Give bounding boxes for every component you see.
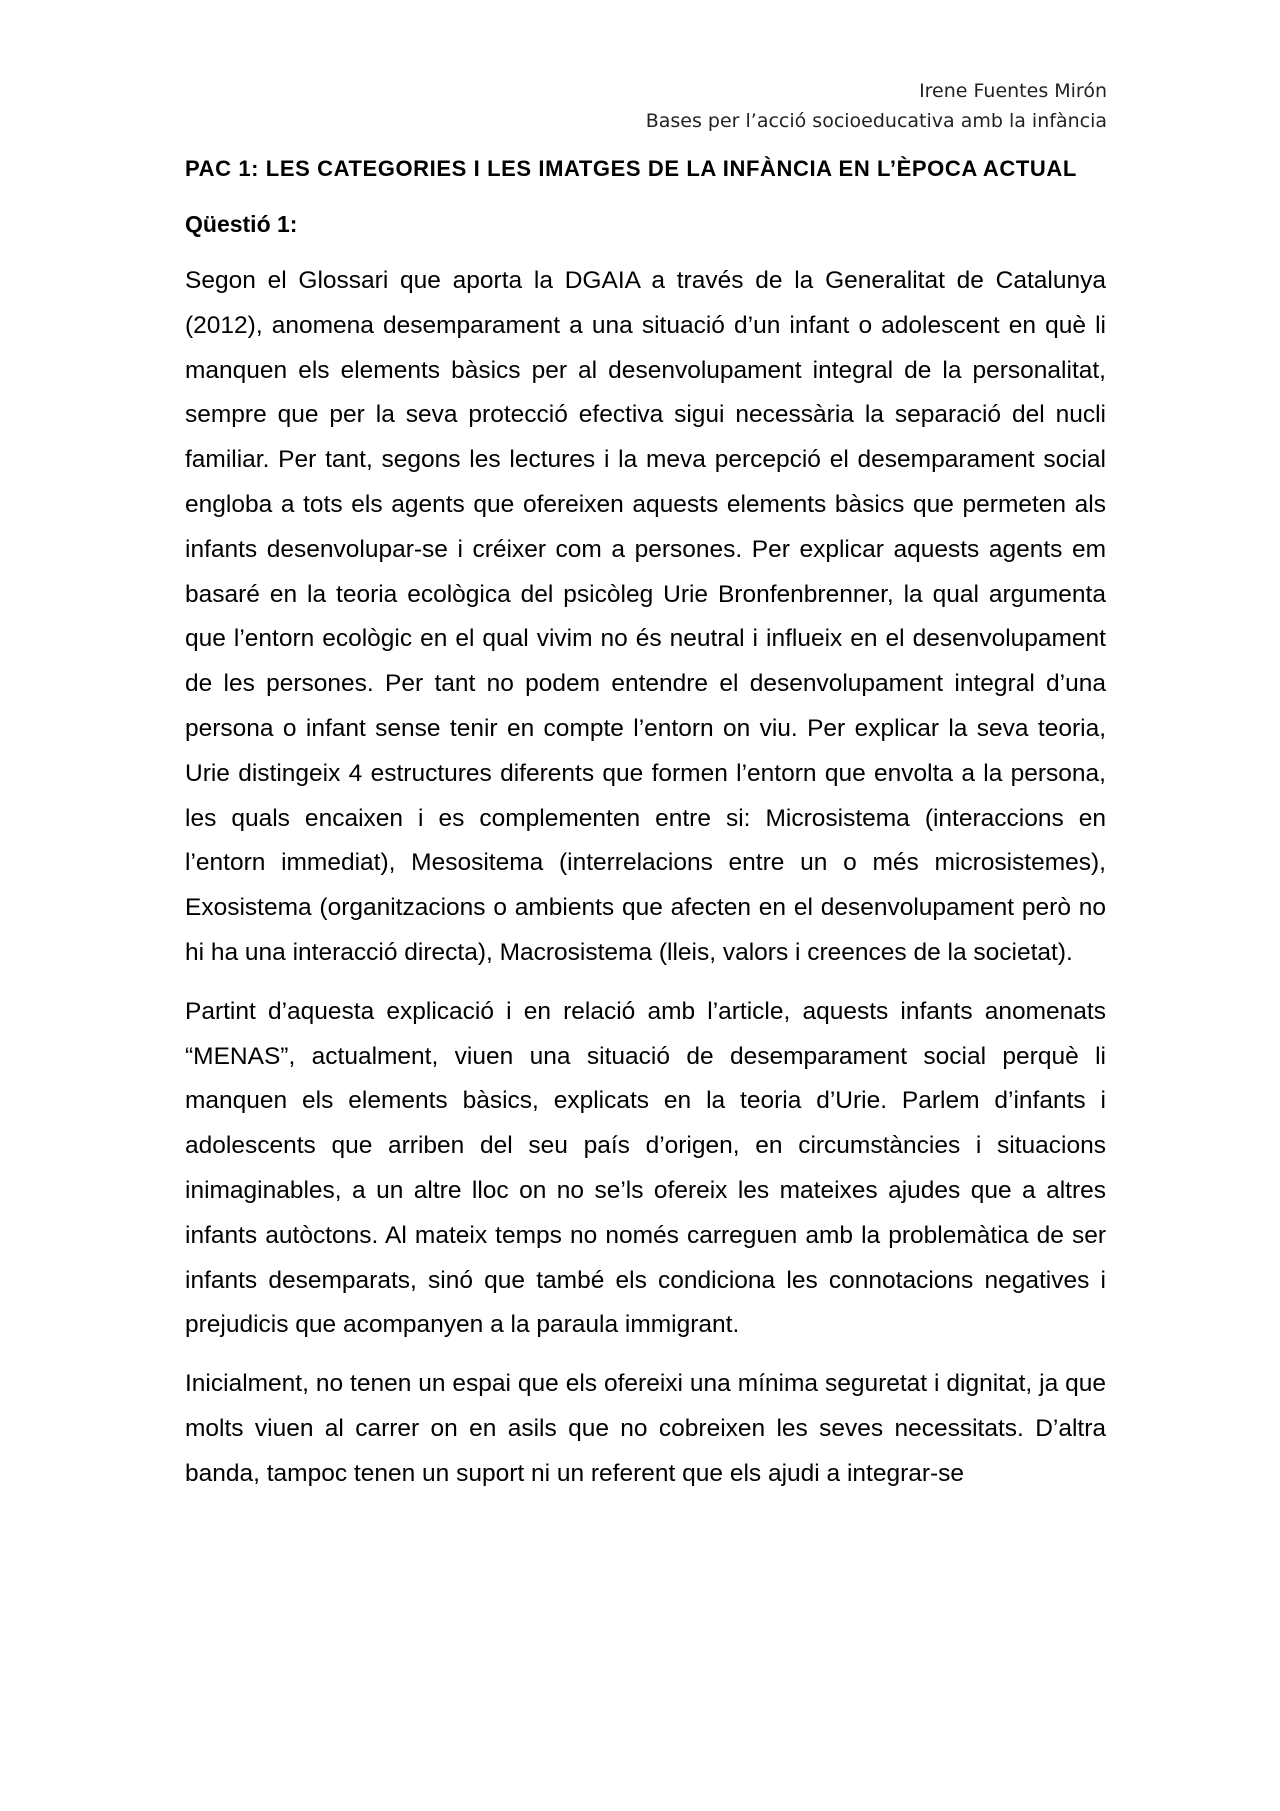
- header-course: Bases per l’acció socioeducativa amb la infància: [645, 110, 1107, 132]
- header-author: Irene Fuentes Mirón: [919, 80, 1107, 102]
- paragraph-2: Partint d’aquesta explicació i en relació amb l’article, aquests infants anomenats “MENAS”, actualment, viuen una situació de desemparament social perquè li manquen els elements bàsics, explicats en la teoria d’Urie. Parlem d’infants i adolescents que arriben del seu país d’origen, en circumstàncies i situacions inimaginables, a un altre lloc on no se’ls ofereix les mateixes ajudes que a altres infants autòctons. Al mateix temps no només carreguen amb la problemàtica de ser infants desemparats, sinó que també els condiciona les connotacions negatives i prejudicis que acompanyen a la paraula immigrant.: [185, 997, 1106, 1339]
- document-body: [185, 148, 1106, 1511]
- question-heading: Qüestió 1:: [185, 211, 298, 237]
- page-header: [646, 76, 1107, 136]
- paragraph-3: Inicialment, no tenen un espai que els ofereixi una mínima seguretat i dignitat, ja que molts viuen al carrer on en asils que no cobreixen les seves necessitats. D’altra banda, tampoc tenen un suport ni un referent que els ajudi a integrar-se: [185, 1370, 1106, 1487]
- document-title: PAC 1: LES CATEGORIES I LES IMATGES DE LA INFÀNCIA EN L’ÈPOCA ACTUAL: [185, 156, 1077, 181]
- paragraph-1: Segon el Glossari que aporta la DGAIA a través de la Generalitat de Catalunya (2012), anomena desemparament a una situació d’un infant o adolescent en què li manquen els elements bàsics per al desenvolupament integral de la personalitat, sempre que per la seva protecció efectiva sigui necessària la separació del nucli familiar. Per tant, segons les lectures i la meva percepció el desemparament social engloba a tots els agents que ofereixen aquests elements bàsics que permeten als infants desenvolupar-se i créixer com a persones. Per explicar aquests agents em basaré en la teoria ecològica del psicòleg Urie Bronfenbrenner, la qual argumenta que l’entorn ecològic en el qual vivim no és neutral i influeix en el desenvolupament de les persones. Per tant no podem entendre el desenvolupament integral d’una persona o infant sense tenir en compte l’entorn on viu. Per explicar la seva teoria, Urie distingeix 4 estructures diferents que formen l’entorn que envolta a la persona, les quals encaixen i es complementen entre si: Microsistema (interaccions en l’entorn immediat), Mesositema (interrelacions entre un o més microsistemes), Exosistema (organitzacions o ambients que afecten en el desenvolupament però no hi ha una interacció directa), Macrosistema (lleis, valors i creences de la societat).: [185, 267, 1106, 966]
